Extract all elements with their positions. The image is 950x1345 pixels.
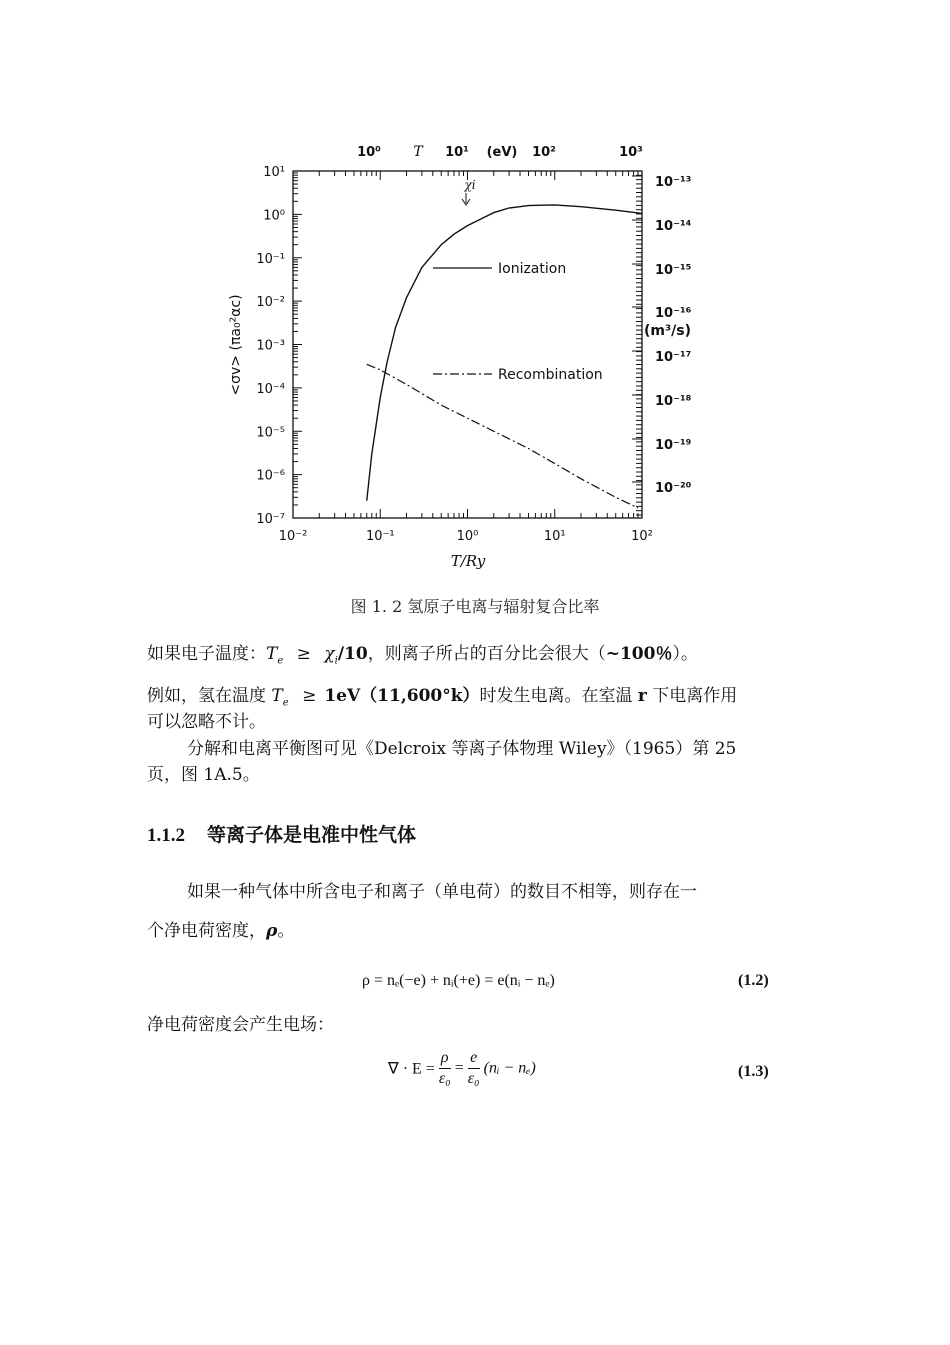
y-tick-label: 10⁻⁷ [256, 512, 285, 527]
right-axis-unit: (m³/s) [644, 323, 691, 339]
x-tick-label: 10¹ [543, 529, 566, 544]
equation-number-1-3: (1.3) [738, 1063, 769, 1080]
plot-frame [293, 171, 642, 518]
right-tick-label: 10⁻²⁰ [655, 481, 692, 496]
paragraph-electric-field: 净电荷密度会产生电场： [147, 1015, 334, 1035]
legend-label-ionization: Ionization [498, 261, 567, 277]
right-tick-label: 10⁻¹⁶ [655, 306, 692, 321]
y-tick-label: 10¹ [263, 165, 285, 180]
right-tick-label: 10⁻¹⁴ [655, 219, 692, 234]
top-tick-label: 10² [532, 145, 556, 160]
y-tick-label: 10⁻⁴ [256, 381, 285, 397]
paragraph-reference-line2: 页，图 1A.5。 [147, 765, 260, 785]
equation-1-3: ∇ · E = $\frac{\rho}{\text{ε₀}}$ = $\frac{e}{\text{ε₀}}$ (nᵢ − nₑ) [388, 1049, 536, 1087]
paragraph-net-charge-line2: 个净电荷密度，ρ。 [147, 921, 295, 941]
x-tick-label: 10⁻¹ [365, 529, 395, 544]
top-axis-unit: (eV) [486, 145, 518, 160]
top-axis-T: T [413, 144, 423, 160]
x-axis-label: T/Ry [450, 552, 486, 570]
y-tick-label: 10⁻⁶ [256, 468, 285, 484]
series-line-ionization [367, 205, 642, 501]
y-tick-label: 10⁻³ [256, 338, 285, 354]
y-tick-label: 10⁰ [263, 208, 285, 224]
y-tick-label: 10⁻¹ [256, 251, 285, 267]
figure-caption: 图 1. 2 氢原子电离与辐射复合比率 [350, 597, 600, 616]
y-tick-label: 10⁻² [256, 295, 285, 311]
ionization-recombination-chart [0, 0, 950, 590]
y-tick-label: 10⁻⁵ [256, 425, 285, 441]
paragraph-reference: 分解和电离平衡图可见《Delcroix 等离子体物理 Wiley》（1965）第 25 [187, 739, 737, 759]
x-tick-label: 10⁰ [456, 529, 479, 544]
x-tick-label: 10² [631, 529, 653, 544]
equation-number-1-2: (1.2) [738, 972, 769, 989]
y-axis-label: <σv> (πa₀²αc) [228, 294, 244, 396]
right-tick-label: 10⁻¹⁷ [655, 350, 692, 365]
right-tick-label: 10⁻¹⁵ [655, 263, 692, 278]
right-tick-label: 10⁻¹⁸ [655, 394, 692, 409]
right-tick-label: 10⁻¹⁹ [655, 438, 692, 453]
x-tick-label: 10⁻² [278, 529, 308, 544]
paragraph-net-charge: 如果一种气体中所含电子和离子（单电荷）的数目不相等，则存在一 [187, 882, 697, 902]
series-line-recombination [367, 364, 638, 508]
top-tick-label: 10⁰ [357, 145, 381, 160]
top-tick-label: 10³ [619, 145, 643, 160]
legend-label-recombination: Recombination [498, 367, 603, 383]
chi-annotation: χi [464, 178, 476, 192]
paragraph-electron-temperature: 如果电子温度：$T_e \ge \chi_i/10$，则离子所占的百分比会很大（~100％）。 [147, 644, 698, 667]
top-tick-label: 10¹ [445, 145, 469, 160]
equation-1-2: ρ = nₑ(−e) + nᵢ(+e) = e(nᵢ − nₑ) [362, 972, 555, 989]
right-tick-label: 10⁻¹³ [655, 175, 692, 190]
paragraph-hydrogen-example: 例如，氢在温度 $T_e \ge 1eV(11,600^\circ k)$时发生电离。在室温 r 下电离作用 [147, 686, 738, 709]
paragraph-hydrogen-example-line2: 可以忽略不计。 [147, 712, 266, 732]
section-heading: 1.1.2 等离子体是电准中性气体 [147, 824, 417, 846]
